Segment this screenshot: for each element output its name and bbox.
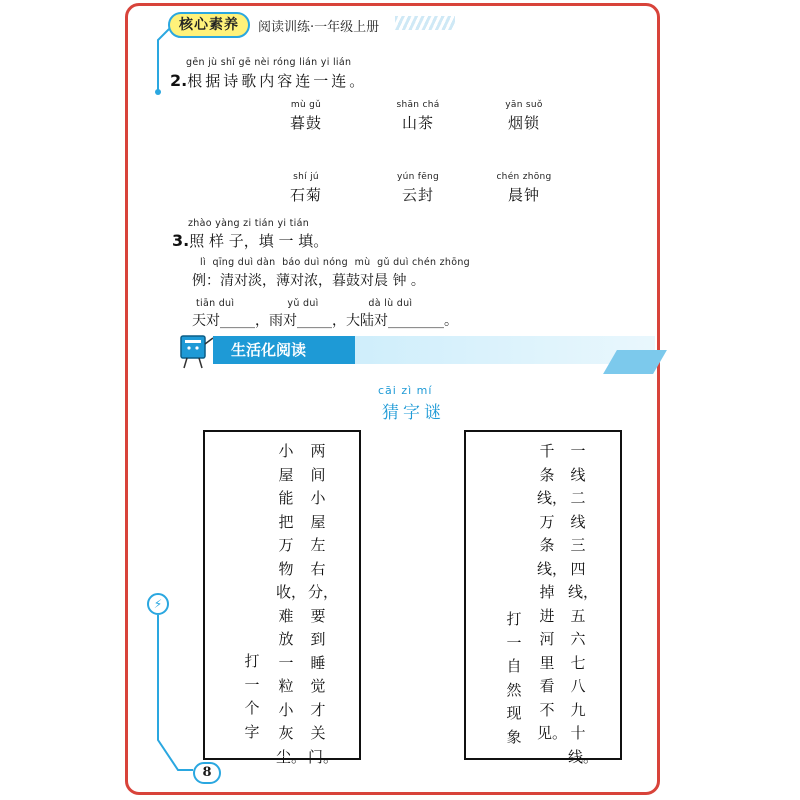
q3-example-pinyin: lì qīng duì dàn báo duì nóng mù gǔ duì chén zhōng bbox=[200, 257, 470, 268]
word-mugu[interactable] bbox=[266, 100, 346, 133]
word-pinyin: shí jú bbox=[293, 172, 319, 182]
riddle-title-pinyin: cāi zì mí bbox=[378, 384, 433, 397]
word-pinyin: chén zhōng bbox=[496, 172, 552, 182]
section-title: 生活化阅读 bbox=[213, 336, 355, 364]
q3-fill-pinyin: tiān duì yǔ duì dà lù duì bbox=[196, 298, 413, 309]
riddle-right-col-1: 一线二线三四线，五六七八九十线。 bbox=[568, 442, 599, 766]
header-title: 阅读训练·一年级上册 bbox=[258, 20, 380, 35]
riddle-right-hint: 打一自然现象 bbox=[506, 610, 522, 746]
word-hanzi: 烟锁 bbox=[507, 114, 540, 132]
word-hanzi: 暮鼓 bbox=[289, 114, 322, 132]
word-pinyin: yún fēng bbox=[396, 172, 440, 182]
riddle-left-col-1: 两间小屋左右分，要到睡觉才关门。 bbox=[308, 442, 339, 766]
lightbulb-icon: ⚡ bbox=[147, 593, 169, 615]
riddle-left-col-2: 小屋能把万物收，难放一粒小灰尘。 bbox=[276, 442, 307, 766]
q3-example: 例：清对淡，薄对浓，暮鼓对晨 钟 。 bbox=[192, 273, 425, 289]
word-hanzi: 云封 bbox=[401, 186, 434, 204]
q3-heading bbox=[172, 230, 328, 251]
q3-fill-blanks[interactable]: 天对_____，雨对_____，大陆对________。 bbox=[192, 313, 458, 329]
word-pinyin: yān suǒ bbox=[505, 100, 543, 110]
word-shancha[interactable] bbox=[378, 100, 458, 133]
riddle-title: 猜字谜 bbox=[382, 403, 445, 423]
riddle-left-hint: 打一个字 bbox=[244, 652, 260, 741]
header-stripes bbox=[395, 16, 455, 30]
page-number: 8 bbox=[193, 762, 221, 784]
word-yunfeng[interactable] bbox=[378, 172, 458, 205]
word-chenzhong[interactable] bbox=[484, 172, 564, 205]
q3-pinyin: zhào yàng zi tián yi tián bbox=[188, 218, 310, 229]
word-hanzi: 晨钟 bbox=[507, 186, 540, 204]
book-mascot-icon bbox=[175, 330, 215, 372]
word-pinyin: shān chá bbox=[396, 100, 440, 110]
word-hanzi: 山茶 bbox=[401, 114, 434, 132]
q2-pinyin: gēn jù shī gē nèi róng lián yi lián bbox=[186, 57, 352, 68]
word-pinyin: mù gǔ bbox=[290, 100, 322, 110]
q2-heading bbox=[170, 70, 367, 91]
riddle-right-col-2: 千条线，万条线，掉进河里看不见。 bbox=[537, 442, 568, 742]
header-badge: 核心素养 bbox=[168, 12, 250, 38]
word-shiju[interactable] bbox=[266, 172, 346, 205]
word-yansuo[interactable] bbox=[484, 100, 564, 133]
q3-text: 照 样 子，填 一 填。 bbox=[189, 232, 329, 250]
q2-number: 2. bbox=[170, 71, 188, 90]
q3-number: 3. bbox=[172, 231, 190, 250]
q2-text: 根据诗歌内容连一连。 bbox=[187, 72, 368, 90]
word-hanzi: 石菊 bbox=[289, 186, 322, 204]
